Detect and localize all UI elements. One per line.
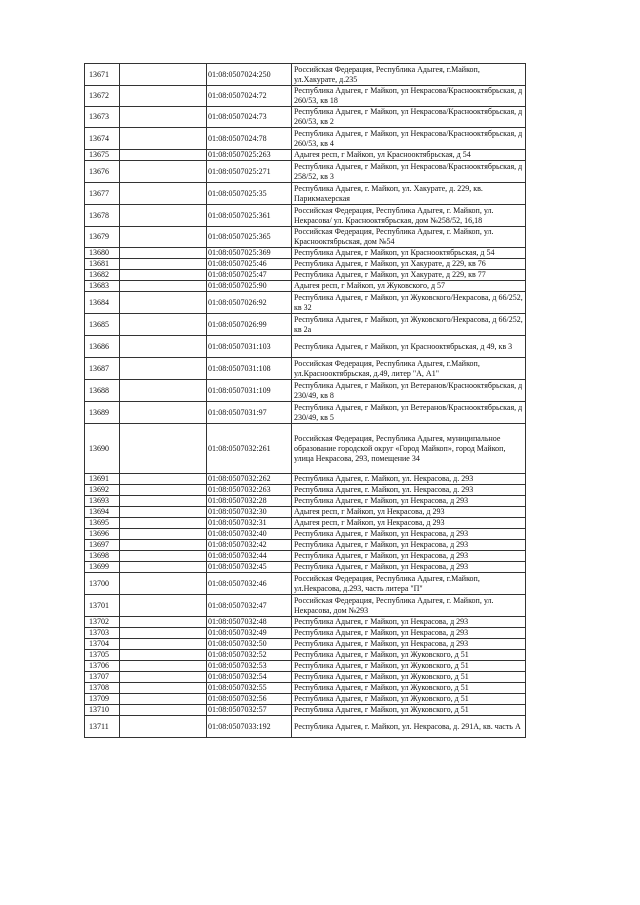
address: Российская Федерация, Республика Адыгея, г.Майкоп, ул.Некрасова, д.293, часть литера "П" — [292, 573, 526, 595]
row-number: 13673 — [85, 107, 120, 128]
cadastral-number: 01:08:0507032:47 — [207, 595, 292, 617]
address: Республика Адыгея, г Майкоп, ул Жуковского, д 51 — [292, 650, 526, 661]
address: Адыгея респ, г Майкоп, ул Краснооктябрьская, д 54 — [292, 150, 526, 161]
empty-cell — [120, 694, 207, 705]
address: Российская Федерация, Республика Адыгея, г. Майкоп, ул. Некрасова/ ул. Краснооктябрьская, дом №258/52, 16,18 — [292, 205, 526, 227]
address: Республика Адыгея, г Майкоп, ул Хакурате, д 229, кв 77 — [292, 270, 526, 281]
empty-cell — [120, 617, 207, 628]
empty-cell — [120, 161, 207, 183]
empty-cell — [120, 474, 207, 485]
address: Республика Адыгея, г Майкоп, ул Хакурате, д 229, кв 76 — [292, 259, 526, 270]
cadastral-number: 01:08:0507025:361 — [207, 205, 292, 227]
address: Республика Адыгея, г Майкоп, ул Жуковского/Некрасова, д 66/252, кв 2а — [292, 314, 526, 336]
empty-cell — [120, 64, 207, 86]
row-number: 13710 — [85, 705, 120, 716]
address: Республика Адыгея, г Майкоп, ул Жуковского/Некрасова, д 66/252, кв 32 — [292, 292, 526, 314]
table-row — [85, 248, 526, 259]
table-row — [85, 358, 526, 380]
cadastral-number: 01:08:0507026:99 — [207, 314, 292, 336]
row-number: 13696 — [85, 529, 120, 540]
empty-cell — [120, 314, 207, 336]
cadastral-number: 01:08:0507032:28 — [207, 496, 292, 507]
row-number: 13672 — [85, 86, 120, 107]
address: Республика Адыгея, г Майкоп, ул Некрасова, д 293 — [292, 562, 526, 573]
row-number: 13694 — [85, 507, 120, 518]
empty-cell — [120, 292, 207, 314]
table-row — [85, 716, 526, 738]
empty-cell — [120, 424, 207, 474]
cadastral-number: 01:08:0507032:263 — [207, 485, 292, 496]
row-number: 13676 — [85, 161, 120, 183]
table-row — [85, 86, 526, 107]
empty-cell — [120, 595, 207, 617]
address: Республика Адыгея, г Майкоп, ул Краснооктябрьская, д 54 — [292, 248, 526, 259]
row-number: 13674 — [85, 128, 120, 150]
row-number: 13700 — [85, 573, 120, 595]
address: Республика Адыгея, г Майкоп, ул Жуковского, д 51 — [292, 705, 526, 716]
cadastral-number: 01:08:0507032:46 — [207, 573, 292, 595]
row-number: 13698 — [85, 551, 120, 562]
table-row — [85, 496, 526, 507]
table-row — [85, 292, 526, 314]
table-row — [85, 551, 526, 562]
empty-cell — [120, 281, 207, 292]
empty-cell — [120, 683, 207, 694]
address: Республика Адыгея, г. Майкоп, ул. Хакурате, д. 229, кв. Парикмахерская — [292, 183, 526, 205]
address: Республика Адыгея, г Майкоп, ул Некрасова, д 293 — [292, 551, 526, 562]
empty-cell — [120, 485, 207, 496]
empty-cell — [120, 518, 207, 529]
table-row — [85, 424, 526, 474]
row-number: 13671 — [85, 64, 120, 86]
cadastral-number: 01:08:0507032:48 — [207, 617, 292, 628]
cadastral-number: 01:08:0507024:72 — [207, 86, 292, 107]
empty-cell — [120, 183, 207, 205]
cadastral-number: 01:08:0507032:56 — [207, 694, 292, 705]
cadastral-number: 01:08:0507031:103 — [207, 336, 292, 358]
cadastral-number: 01:08:0507032:262 — [207, 474, 292, 485]
row-number: 13689 — [85, 402, 120, 424]
address: Республика Адыгея, г Майкоп, ул Некрасова/Краснооктябрьская, д 258/52, кв 3 — [292, 161, 526, 183]
row-number: 13693 — [85, 496, 120, 507]
cadastral-number: 01:08:0507025:90 — [207, 281, 292, 292]
address: Адыгея респ, г Майкоп, ул Жуковского, д 57 — [292, 281, 526, 292]
cadastral-number: 01:08:0507031:97 — [207, 402, 292, 424]
empty-cell — [120, 573, 207, 595]
address: Республика Адыгея, г Майкоп, ул Ветеранов/Краснооктябрьская, д 230/49, кв 5 — [292, 402, 526, 424]
table-row — [85, 281, 526, 292]
table-row — [85, 485, 526, 496]
empty-cell — [120, 358, 207, 380]
row-number: 13709 — [85, 694, 120, 705]
table-row — [85, 336, 526, 358]
table-row — [85, 507, 526, 518]
address: Республика Адыгея, г Майкоп, ул Некрасова, д 293 — [292, 628, 526, 639]
row-number: 13706 — [85, 661, 120, 672]
table-row — [85, 259, 526, 270]
address: Российская Федерация, Республика Адыгея, г.Майкоп, ул.Хакурате, д.235 — [292, 64, 526, 86]
address: Адыгея респ, г Майкоп, ул Некрасова, д 293 — [292, 518, 526, 529]
row-number: 13697 — [85, 540, 120, 551]
empty-cell — [120, 86, 207, 107]
empty-cell — [120, 107, 207, 128]
cadastral-number: 01:08:0507033:192 — [207, 716, 292, 738]
empty-cell — [120, 716, 207, 738]
address: Республика Адыгея, г Майкоп, ул Некрасова/Краснооктябрьская, д 260/53, кв 4 — [292, 128, 526, 150]
address: Республика Адыгея, г Майкоп, ул Краснооктябрьская, д 49, кв 3 — [292, 336, 526, 358]
table-row — [85, 183, 526, 205]
table-row — [85, 661, 526, 672]
table-row — [85, 518, 526, 529]
empty-cell — [120, 639, 207, 650]
row-number: 13708 — [85, 683, 120, 694]
table-row — [85, 227, 526, 248]
address: Российская Федерация, Республика Адыгея, г. Майкоп, ул. Некрасова, дом №293 — [292, 595, 526, 617]
cadastral-number: 01:08:0507024:73 — [207, 107, 292, 128]
empty-cell — [120, 661, 207, 672]
address: Республика Адыгея, г Майкоп, ул Некрасова, д 293 — [292, 529, 526, 540]
address: Адыгея респ, г Майкоп, ул Некрасова, д 293 — [292, 507, 526, 518]
address: Республика Адыгея, г. Майкоп, ул. Некрасова, д. 293 — [292, 485, 526, 496]
row-number: 13687 — [85, 358, 120, 380]
cadastral-number: 01:08:0507031:109 — [207, 380, 292, 402]
cadastral-number: 01:08:0507025:46 — [207, 259, 292, 270]
address: Российская Федерация, Республика Адыгея, г. Майкоп, ул. Краснооктябрьская, дом №54 — [292, 227, 526, 248]
cadastral-number: 01:08:0507024:78 — [207, 128, 292, 150]
row-number: 13685 — [85, 314, 120, 336]
address: Республика Адыгея, г. Майкоп, ул. Некрасова, д. 291А, кв. часть А — [292, 716, 526, 738]
table-row — [85, 107, 526, 128]
empty-cell — [120, 628, 207, 639]
row-number: 13677 — [85, 183, 120, 205]
table-row — [85, 270, 526, 281]
address: Республика Адыгея, г. Майкоп, ул. Некрасова, д. 293 — [292, 474, 526, 485]
table-row — [85, 402, 526, 424]
table-row — [85, 694, 526, 705]
address: Республика Адыгея, г Майкоп, ул Жуковского, д 51 — [292, 672, 526, 683]
empty-cell — [120, 551, 207, 562]
table-row — [85, 161, 526, 183]
cadastral-number: 01:08:0507032:42 — [207, 540, 292, 551]
address: Республика Адыгея, г Майкоп, ул Некрасова, д 293 — [292, 540, 526, 551]
cadastral-number: 01:08:0507032:52 — [207, 650, 292, 661]
row-number: 13681 — [85, 259, 120, 270]
empty-cell — [120, 128, 207, 150]
cadastral-table — [84, 63, 526, 738]
table-row — [85, 128, 526, 150]
table-row — [85, 650, 526, 661]
table-row — [85, 540, 526, 551]
row-number: 13711 — [85, 716, 120, 738]
table-row — [85, 639, 526, 650]
table-row — [85, 617, 526, 628]
empty-cell — [120, 270, 207, 281]
empty-cell — [120, 205, 207, 227]
empty-cell — [120, 672, 207, 683]
cadastral-number: 01:08:0507025:365 — [207, 227, 292, 248]
row-number: 13679 — [85, 227, 120, 248]
row-number: 13705 — [85, 650, 120, 661]
empty-cell — [120, 496, 207, 507]
cadastral-number: 01:08:0507025:47 — [207, 270, 292, 281]
row-number: 13701 — [85, 595, 120, 617]
cadastral-number: 01:08:0507032:57 — [207, 705, 292, 716]
address: Республика Адыгея, г Майкоп, ул Некрасова, д 293 — [292, 639, 526, 650]
row-number: 13691 — [85, 474, 120, 485]
address: Республика Адыгея, г Майкоп, ул Жуковского, д 51 — [292, 661, 526, 672]
table-row — [85, 380, 526, 402]
cadastral-number: 01:08:0507025:271 — [207, 161, 292, 183]
address: Российская Федерация, Республика Адыгея, муниципальное образование городской округ «Город Майкоп», город Майкоп, улица Некрасова, 293, помещение 34 — [292, 424, 526, 474]
cadastral-number: 01:08:0507032:50 — [207, 639, 292, 650]
cadastral-number: 01:08:0507025:369 — [207, 248, 292, 259]
cadastral-number: 01:08:0507025:35 — [207, 183, 292, 205]
cadastral-number: 01:08:0507032:30 — [207, 507, 292, 518]
empty-cell — [120, 380, 207, 402]
cadastral-number: 01:08:0507032:261 — [207, 424, 292, 474]
empty-cell — [120, 705, 207, 716]
cadastral-number: 01:08:0507032:31 — [207, 518, 292, 529]
row-number: 13692 — [85, 485, 120, 496]
table-row — [85, 474, 526, 485]
row-number: 13699 — [85, 562, 120, 573]
row-number: 13683 — [85, 281, 120, 292]
table-row — [85, 150, 526, 161]
row-number: 13695 — [85, 518, 120, 529]
cadastral-number: 01:08:0507032:49 — [207, 628, 292, 639]
address: Республика Адыгея, г Майкоп, ул Некрасова, д 293 — [292, 496, 526, 507]
row-number: 13702 — [85, 617, 120, 628]
cadastral-number: 01:08:0507031:108 — [207, 358, 292, 380]
address: Республика Адыгея, г Майкоп, ул Некрасова/Краснооктябрьская, д 260/53, кв 18 — [292, 86, 526, 107]
table-row — [85, 64, 526, 86]
cadastral-number: 01:08:0507032:53 — [207, 661, 292, 672]
row-number: 13690 — [85, 424, 120, 474]
cadastral-table-body — [85, 64, 526, 738]
empty-cell — [120, 259, 207, 270]
empty-cell — [120, 227, 207, 248]
row-number: 13684 — [85, 292, 120, 314]
cadastral-number: 01:08:0507032:54 — [207, 672, 292, 683]
cadastral-number: 01:08:0507032:40 — [207, 529, 292, 540]
empty-cell — [120, 540, 207, 551]
row-number: 13703 — [85, 628, 120, 639]
table-row — [85, 595, 526, 617]
address: Республика Адыгея, г Майкоп, ул Жуковского, д 51 — [292, 694, 526, 705]
row-number: 13704 — [85, 639, 120, 650]
cadastral-number: 01:08:0507026:92 — [207, 292, 292, 314]
empty-cell — [120, 507, 207, 518]
address: Республика Адыгея, г Майкоп, ул Жуковского, д 51 — [292, 683, 526, 694]
table-row — [85, 205, 526, 227]
address: Республика Адыгея, г Майкоп, ул Некрасова/Краснооктябрьская, д 260/53, кв 2 — [292, 107, 526, 128]
empty-cell — [120, 650, 207, 661]
table-row — [85, 672, 526, 683]
row-number: 13678 — [85, 205, 120, 227]
table-row — [85, 529, 526, 540]
address: Российская Федерация, Республика Адыгея, г.Майкоп, ул.Краснооктябрьская, д.49, литер "А, А1" — [292, 358, 526, 380]
table-row — [85, 683, 526, 694]
empty-cell — [120, 150, 207, 161]
table-row — [85, 562, 526, 573]
empty-cell — [120, 529, 207, 540]
cadastral-number: 01:08:0507032:55 — [207, 683, 292, 694]
empty-cell — [120, 336, 207, 358]
table-row — [85, 573, 526, 595]
empty-cell — [120, 248, 207, 259]
row-number: 13682 — [85, 270, 120, 281]
empty-cell — [120, 562, 207, 573]
table-row — [85, 628, 526, 639]
address: Республика Адыгея, г Майкоп, ул Некрасова, д 293 — [292, 617, 526, 628]
row-number: 13675 — [85, 150, 120, 161]
table-row — [85, 314, 526, 336]
row-number: 13680 — [85, 248, 120, 259]
cadastral-number: 01:08:0507024:250 — [207, 64, 292, 86]
cadastral-number: 01:08:0507025:263 — [207, 150, 292, 161]
address: Республика Адыгея, г Майкоп, ул Ветеранов/Краснооктябрьская, д 230/49, кв 8 — [292, 380, 526, 402]
row-number: 13707 — [85, 672, 120, 683]
table-row — [85, 705, 526, 716]
row-number: 13686 — [85, 336, 120, 358]
cadastral-number: 01:08:0507032:44 — [207, 551, 292, 562]
empty-cell — [120, 402, 207, 424]
cadastral-number: 01:08:0507032:45 — [207, 562, 292, 573]
row-number: 13688 — [85, 380, 120, 402]
